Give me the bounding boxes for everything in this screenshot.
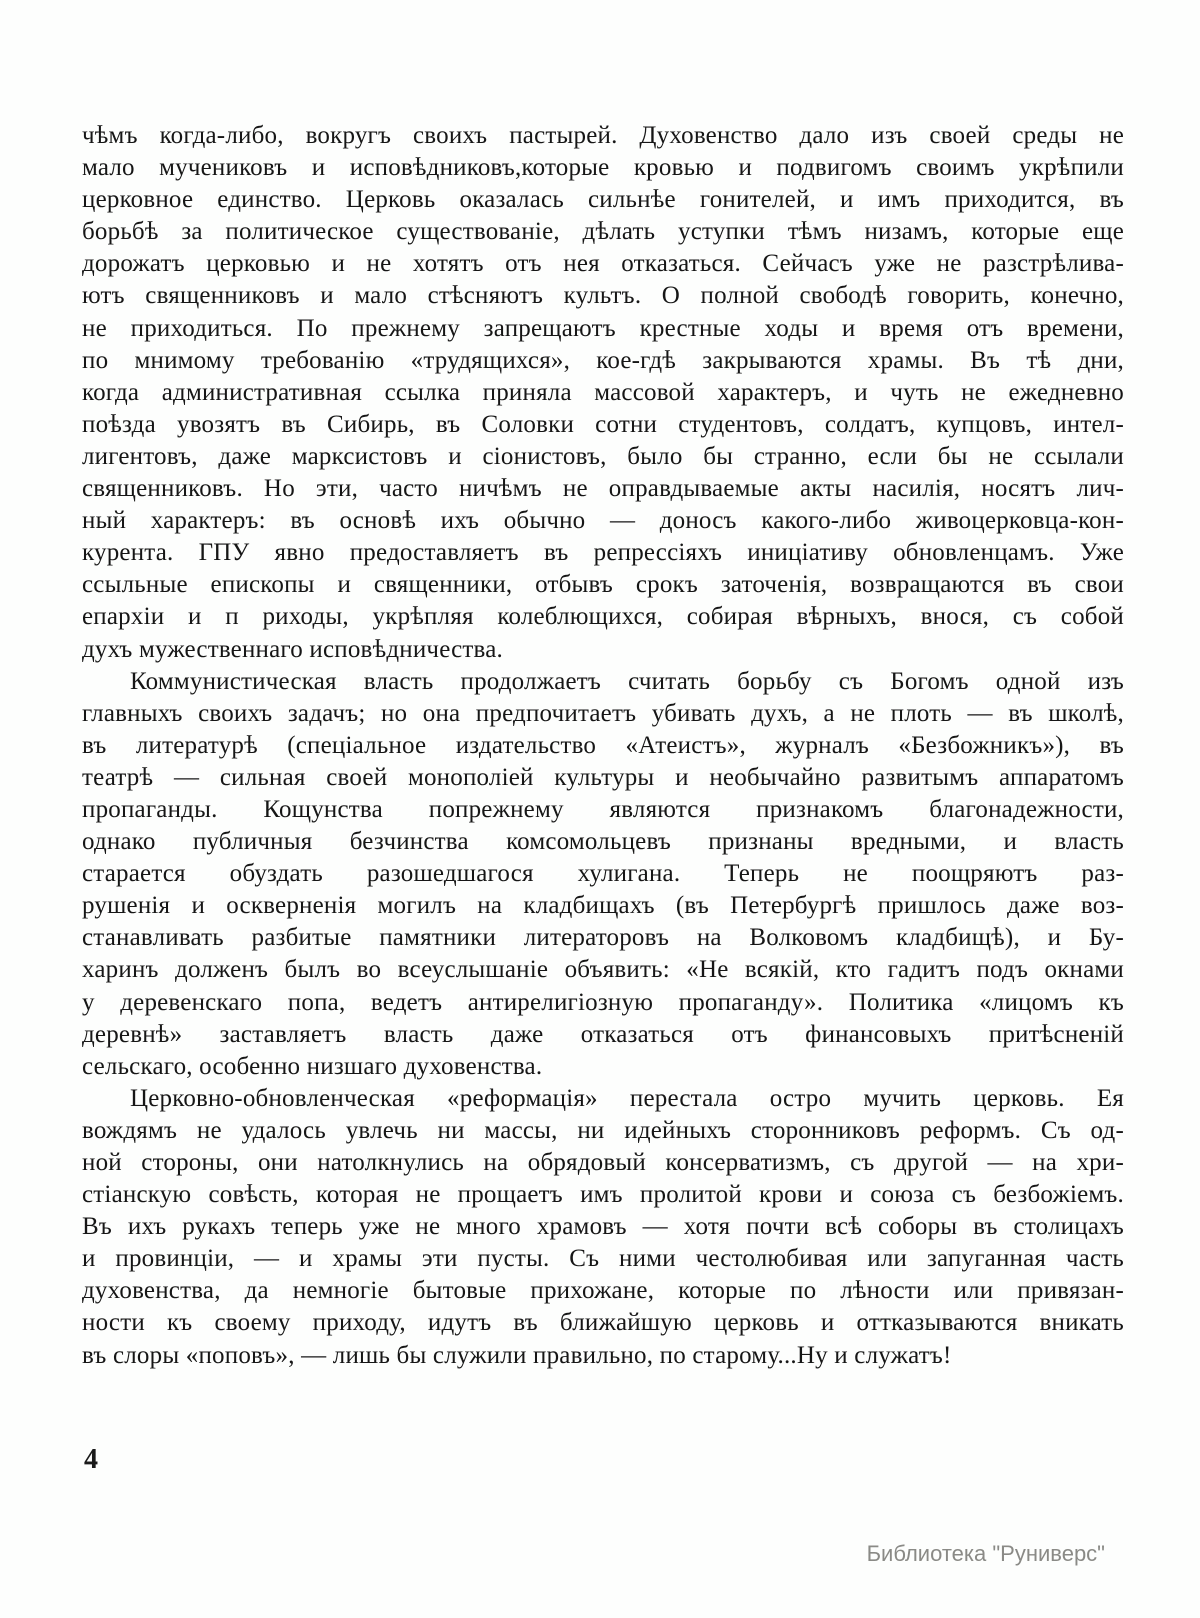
text-line: ссыльные епископы и священники, отбывъ срокъ заточенія, возвращаются въ свои <box>82 571 1124 599</box>
text-line: Въ ихъ рукахъ теперь уже не много храмовъ — хотя почти всѣ соборы въ столицахъ <box>82 1213 1124 1241</box>
watermark: Библиотека "Руниверс" <box>866 1541 1105 1566</box>
paragraph <box>82 120 1124 666</box>
text-line: и провинціи, — и храмы эти пусты. Съ ними честолюбивая или запуганная часть <box>82 1245 1124 1273</box>
text-line: по мнимому требованію «трудящихся», кое-гдѣ закрываются храмы. Въ тѣ дни, <box>82 346 1124 374</box>
text-line: курента. ГПУ явно предоставляетъ въ репрессіяхъ иниціативу обновленцамъ. Уже <box>82 539 1124 567</box>
text-line: въ литературѣ (спеціальное издательство «Атеистъ», журналъ «Безбожникъ»), въ <box>82 731 1124 759</box>
text-line: священниковъ. Но эти, часто ничѣмъ не оправдываемые акты насилія, носятъ лич- <box>82 475 1124 503</box>
text-line: Коммунистическая власть продолжаетъ считать борьбу съ Богомъ одной изъ <box>130 667 1124 695</box>
text-line: духовенства, да немногіе бытовые прихожане, которые по лѣности или привязан- <box>82 1277 1124 1305</box>
text-line: борьбѣ за политическое существованіе, дѣлать уступки тѣмъ низамъ, которые еще <box>82 218 1124 246</box>
text-line: мало мучениковъ и исповѣдниковъ,которые кровью и подвигомъ своимъ укрѣпили <box>82 154 1124 182</box>
text-line: станавливать разбитые памятники литераторовъ на Волковомъ кладбищѣ), и Бу- <box>82 924 1124 952</box>
text-line: театрѣ — сильная своей монополіей культуры и необычайно развитымъ аппаратомъ <box>82 763 1124 791</box>
page-text <box>82 120 1124 1372</box>
text-line: рушенія и оскверненія могилъ на кладбищахъ (въ Петербургѣ пришлось даже воз- <box>82 892 1124 920</box>
text-line: въ слоры «поповъ», — лишь бы служили правильно, по старому...Ну и служатъ! <box>82 1341 952 1369</box>
text-line: епархіи и п риходы, укрѣпляя колеблющихся, собирая вѣрныхъ, внося, съ собой <box>82 603 1124 631</box>
text-line: деревнѣ» заставляетъ власть даже отказаться отъ финансовыхъ притѣсненій <box>82 1020 1124 1048</box>
text-line: стіанскую совѣсть, которая не прощаетъ имъ пролитой крови и союза съ безбожіемъ. <box>82 1181 1124 1209</box>
text-line: главныхъ своихъ задачъ; но она предпочитаетъ убивать духъ, а не плоть — въ школѣ, <box>82 699 1124 727</box>
text-line: однако публичныя безчинства комсомольцевъ признаны вредными, и власть <box>82 828 1124 856</box>
text-line: ной стороны, они натолкнулись на обрядовый консерватизмъ, съ другой — на хри- <box>82 1149 1124 1176</box>
text-line: вождямъ не удалось увлечь ни массы, ни идейныхъ сторонниковъ реформъ. Съ од- <box>82 1116 1124 1144</box>
text-line: харинъ долженъ былъ во всеуслышаніе объявить: «Не всякій, кто гадитъ подъ окнами <box>82 956 1124 984</box>
text-line: старается обуздать разошедшагося хулигана. Теперь не поощряютъ раз- <box>82 860 1124 888</box>
paragraph <box>82 1083 1124 1372</box>
text-line: не приходиться. По прежнему запрещаютъ крестные ходы и время отъ времени, <box>82 314 1124 342</box>
text-line: поѣзда увозятъ въ Сибирь, въ Соловки сотни студентовъ, солдатъ, купцовъ, интел- <box>82 410 1124 438</box>
text-line: лигентовъ, даже марксистовъ и сіонистовъ, было бы странно, если бы не ссылали <box>82 442 1124 470</box>
text-line: сельскаго, особенно низшаго духовенства. <box>82 1052 543 1080</box>
text-line: дорожатъ церковью и не хотятъ отъ нея отказаться. Сейчасъ уже не разстрѣлива- <box>82 250 1124 278</box>
text-line: ный характеръ: въ основѣ ихъ обычно — доносъ какого-либо живоцерковца-кон- <box>82 507 1124 535</box>
text-line: чѣмъ когда-либо, вокругъ своихъ пастырей. Духовенство дало изъ своей среды не <box>82 122 1124 149</box>
text-line: духъ мужественнаго исповѣдничества. <box>82 635 503 663</box>
text-line: когда административная ссылка приняла массовой характеръ, и чуть не ежедневно <box>82 378 1124 406</box>
text-line: Церковно-обновленческая «реформація» перестала остро мучить церковь. Ея <box>130 1084 1124 1112</box>
text-line: церковное единство. Церковь оказалась сильнѣе гонителей, и имъ приходится, въ <box>82 186 1124 214</box>
text-line: ютъ священниковъ и мало стѣсняютъ культъ. О полной свободѣ говорить, конечно, <box>82 282 1124 310</box>
text-line: у деревенскаго попа, ведетъ антирелигіозную пропаганду». Политика «лицомъ къ <box>82 988 1124 1016</box>
page-number: 4 <box>84 1444 98 1475</box>
text-line: ности къ своему приходу, идутъ въ ближайшую церковь и оттказываются вникать <box>82 1309 1124 1337</box>
text-line: пропаганды. Кощунства попрежнему являются признакомъ благонадежности, <box>82 795 1124 823</box>
paragraph <box>82 666 1124 1083</box>
